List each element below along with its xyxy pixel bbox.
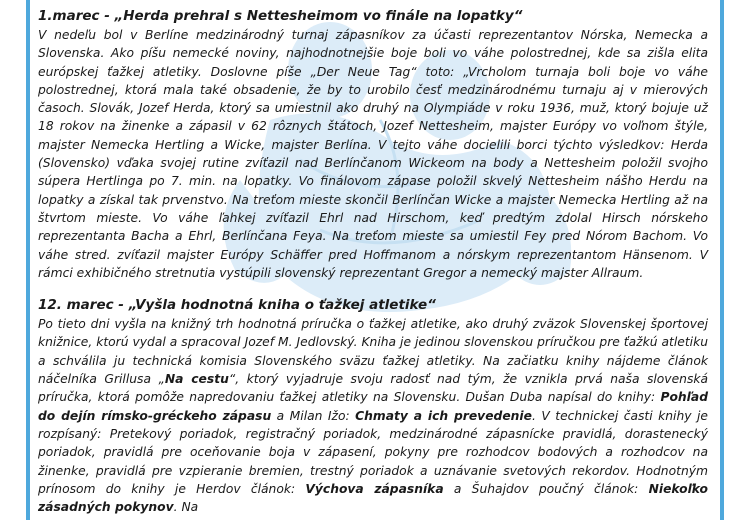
section-gap [38, 282, 708, 296]
text-run: a Šuhajdov poučný článok: [443, 481, 649, 496]
article-text-1: V nedeľu bol v Berlíne medzinárodný turnaj zápasníkov za účasti reprezentantov Nórska, Nemecka a Slovenska. Ako píšu nemecké noviny, najhodnotnejšie boje boli vo váhe polostrednej, kde sa zišla elita európskej ťažkej atletiky. Doslovne píše „Der Neue Tag“ toto: „Vrcholom turnaja boli boje vo váhe polostrednej, ktorá mala také obsadenie, že by to urobilo česť medzinárodnému turnaju aj v mierových časoch. Slovák, Jozef Herda, ktorý sa umiestnil ako druhý na Olympiáde v roku 1936, muž, ktorý bojuje už 18 rokov na žinenke a zápasil v 62 rôznych štátoch, Jozef Nettesheim, majster Európy vo voľnom štýle, majster Nemecka Hertling a Wicke, majster Berlína. V tejto váhe docielili borci týchto výsledkov: Herda (Slovensko) vďaka svojej rutine zvíťazil nad Berlínčanom Wickeom na body a Nettesheim položil svojho súpera Hertlinga po 7. min. na lopatky. Vo finálovom zápase položil skvelý Nettesheim nášho Herdu na lopatky a získal tak prvenstvo. Na treťom mieste skončil Berlínčan Wicke a majster Nemecka Hertling až na štvrtom mieste. Vo váhe ľahkej zvíťazil Ehrl nad Hirschom, keď predtým zdolal Hirsch nórskeho reprezentanta Bacha a Ehrl, Berlínčana Feya. Na treťom mieste sa umiestil Fey pred Nórom Bachom. Vo váhe stred. zvíťazil majster Európy Schäffer pred Hoffmanom a nórskym reprezentantom Hänsenom. V rámci exhibičného stretnutia vystúpili slovenský reprezentant Gregor a nemecký majster Allraum. [38, 28, 708, 280]
text-run: . Na [173, 500, 199, 515]
bold-title-vychova-zapasnika: Výchova zápasníka [305, 481, 444, 496]
text-run: “, ktorý vyjadruje svoju radosť nad tým, že vznikla prvá naša slovenská príručka, ktorá pomôže napredovaniu ťažkej atletiky na Slovensku. Dušan Duba napísal do knihy: [38, 372, 709, 405]
text-run: . V technickej časti knihy je rozpísaný: Pretekový poriadok, registračný poriadok, medzinárodné zápasnícke pravidlá, dorastenecký poriadok, pravidlá pre oceňovanie boja v zápasení, pokyny pre rozhodcov bodových a rozhodcov na žinenke, pravidlá pre vzpieranie bremien, trestný poriadok a uznávanie svetových rekordov. Hodnotným prínosom do knihy je Herdov článok: [38, 408, 708, 496]
page-frame [26, 0, 724, 520]
text-run: Po tieto dni vyšla na knižný trh hodnotná príručka o ťažkej atletike, ako druhý zväzok Slovenskej športovej knižnice, ktorú vydal a spracoval Jozef M. Jedlovský. Kniha je jedinou slovenskou príručkou pre ťažkú atletiku a schválila ju technická komisia Slovenského sväzu ťažkej atletiky. Na začiatku knihy nájdeme článok náčelníka Grillusa „ [38, 317, 708, 387]
bold-title-pohlad-do-dejin: Pohľad do dejín rímsko-gréckeho zápasu [38, 390, 708, 423]
article-heading-2: 12. marec - „Vyšla hodnotná kniha o ťažkej atletike“ [38, 297, 436, 314]
bold-title-na-cestu: Na cestu [164, 372, 229, 387]
article-heading-1: 1.marec - „Herda prehral s Nettesheimom vo finále na lopatky“ [38, 8, 523, 24]
article-body [38, 7, 708, 516]
article-text-2 [38, 315, 708, 516]
bold-title-niekolko-pokynov: Niekoľko zásadných pokynov [38, 481, 708, 515]
bold-title-chmaty: Chmaty a ich prevedenie [355, 408, 532, 423]
text-run: a Milan Ižo: [271, 408, 356, 423]
